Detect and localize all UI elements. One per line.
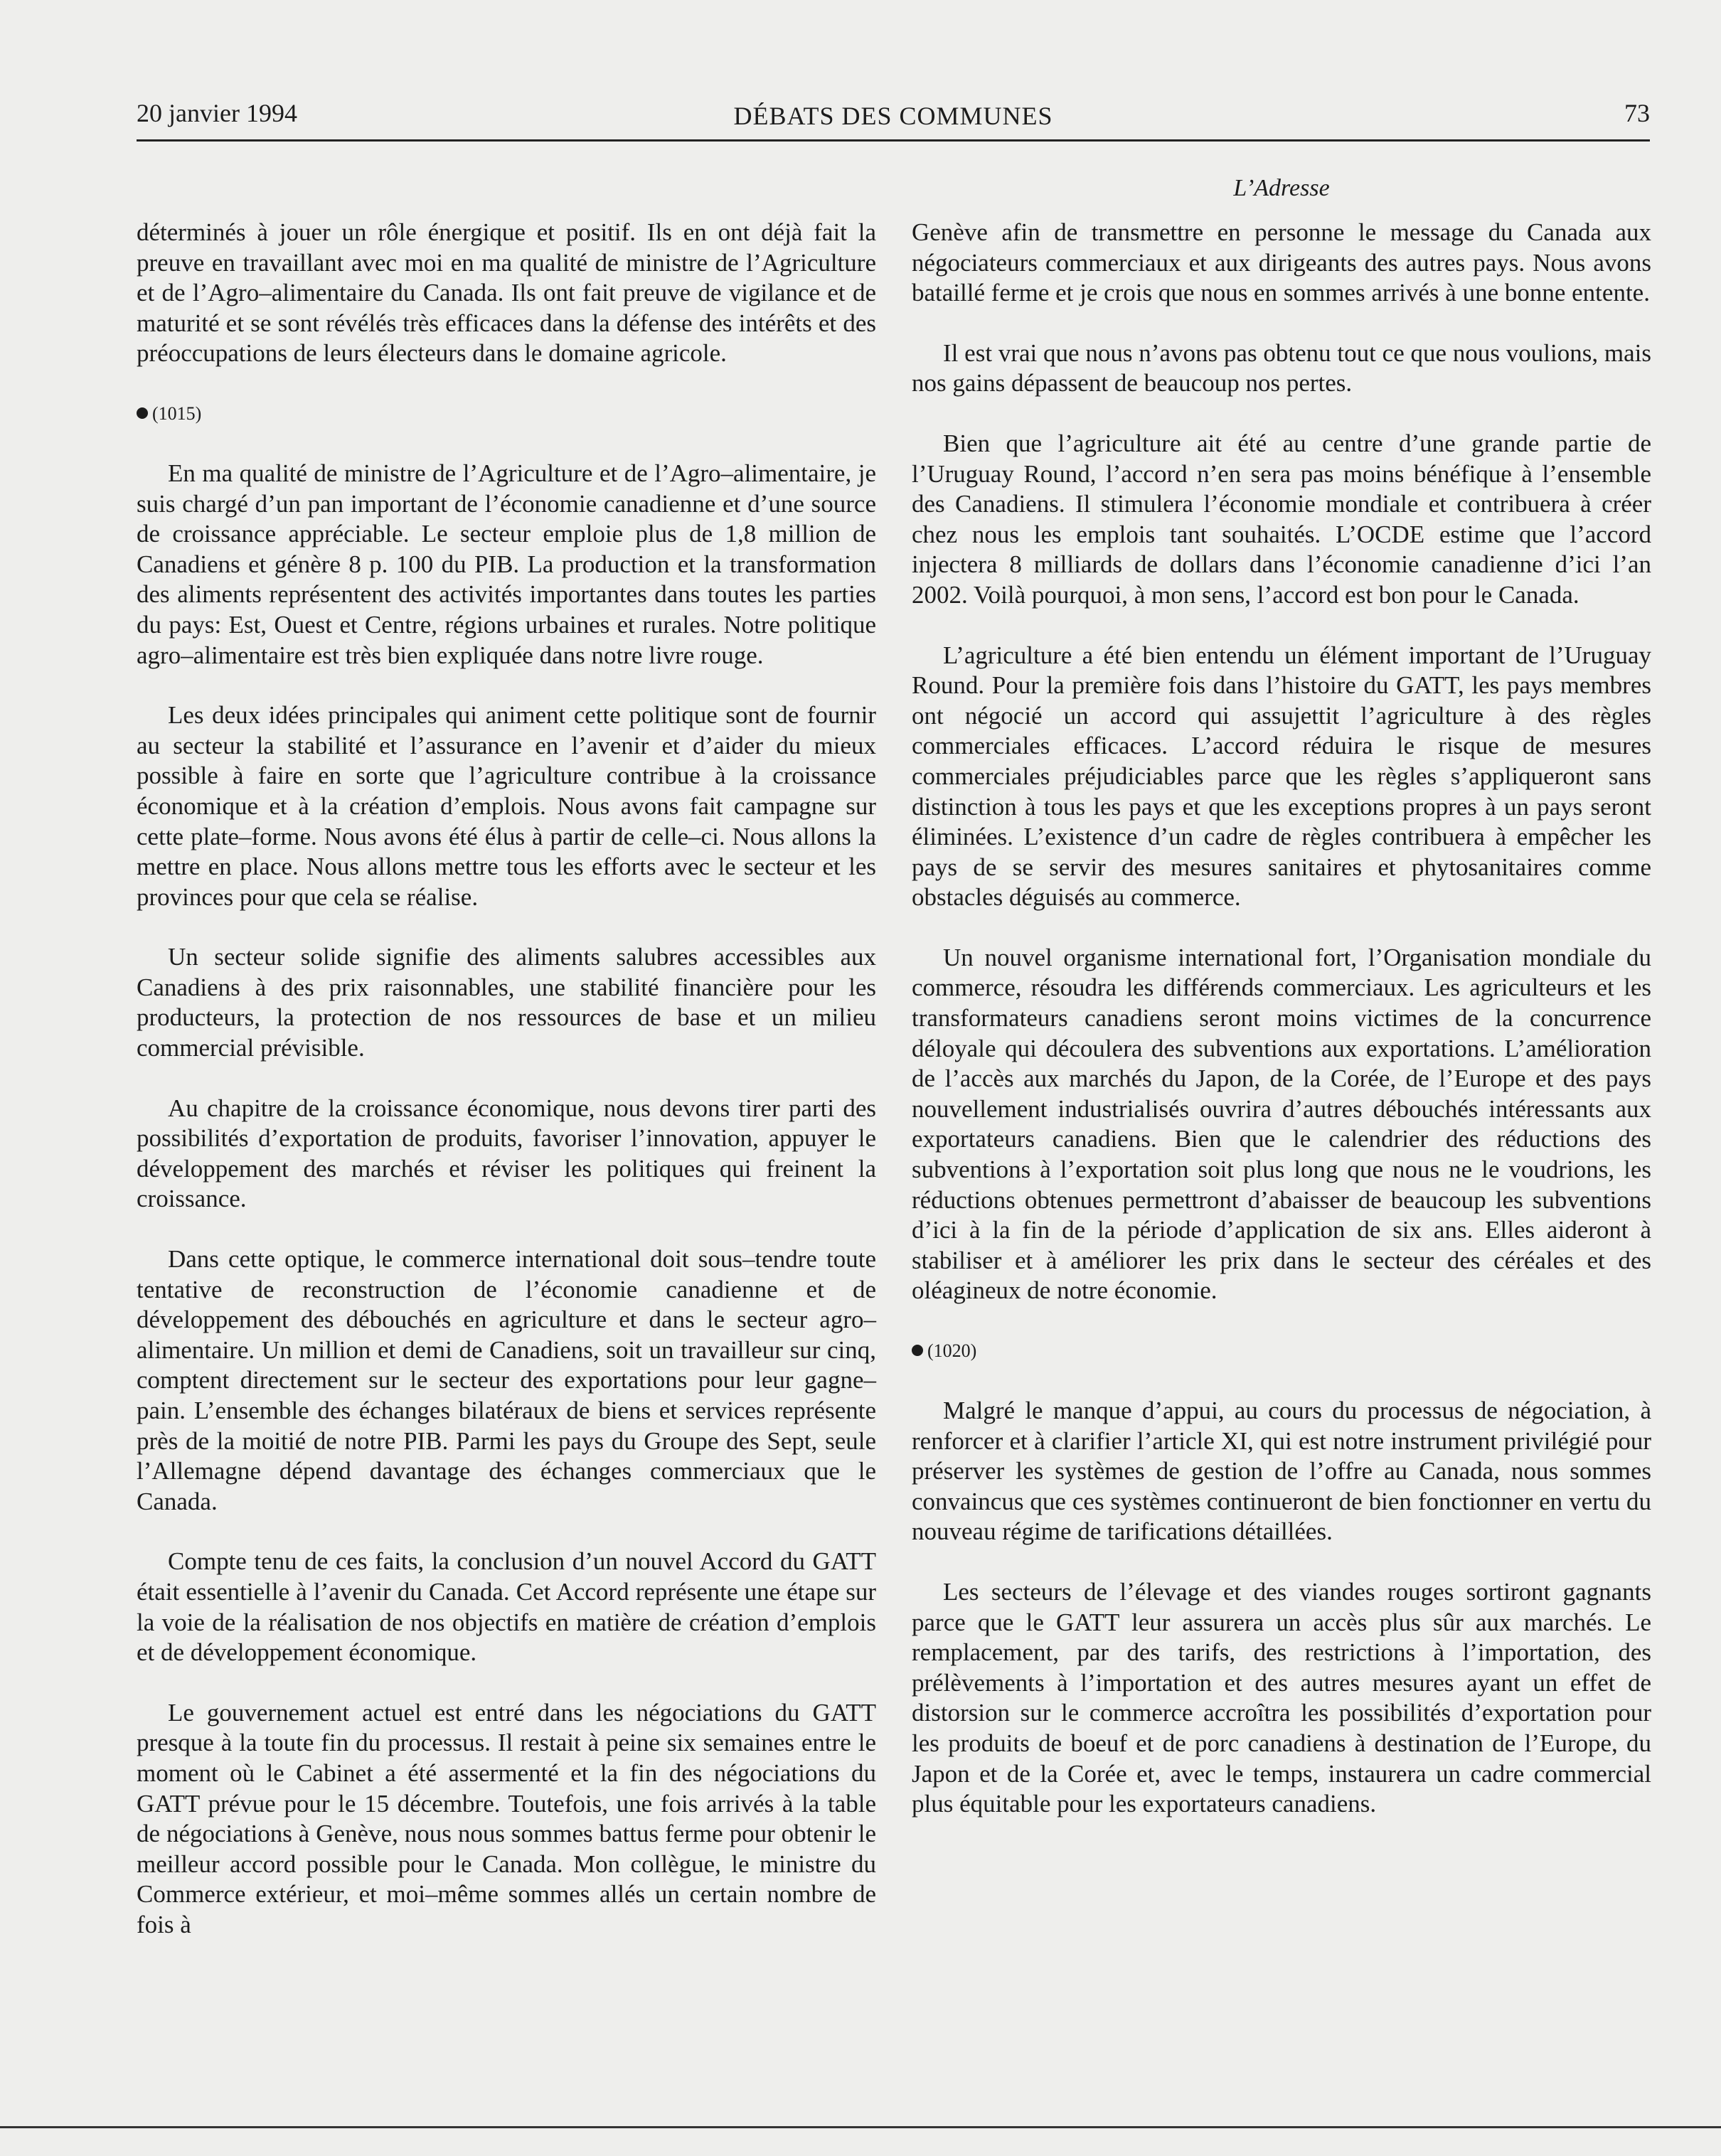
paragraph: L’agriculture a été bien entendu un élément important de l’Uruguay Round. Pour la première fois dans l’histoire du GATT, les pays membres ont négocié un accord qui assujettit l’agriculture à des règles commerciales efficaces. L’accord réduira le risque de mesures commerciales préjudiciables parce que les règles s’appliqueront sans distinction à tous les pays et que les exceptions propres à un pays seront éliminées. L’existence d’un cadre de règles contribuera à empêcher les pays de se servir des mesures sanitaires et phytosanitaires comme obstacles déguisés au commerce. xyxy=(912,641,1651,912)
paragraph: Malgré le manque d’appui, au cours du processus de négociation, à renforcer et à clarifier l’article XI, qui est notre instrument privilégié pour préserver les systèmes de gestion de l’offre au Canada, nous sommes convaincus que ces systèmes continueront de bien fonctionner en vertu du nouveau régime de tarifications détaillées. xyxy=(912,1397,1651,1546)
paragraph: Un secteur solide signifie des aliments salubres accessibles aux Canadiens à des prix raisonnables, une stabilité financière pour les producteurs, la protection de nos ressources de base et un milieu commercial prévisible. xyxy=(137,943,876,1062)
bullet-icon xyxy=(137,407,148,419)
paragraph: Un nouvel organisme international fort, l’Organisation mondiale du commerce, résoudra les différends commerciaux. Les agriculteurs et les transformateurs canadiens seront moins victimes de la concurrence déloyale qui découlera des subventions aux exportations. L’amélioration de l’accès aux marchés du Japon, de la Corée, de l’Europe et des pays nouvellement industrialisés ouvrira d’autres débouchés intéressants aux exportateurs canadiens. Bien que le calendrier des réductions des subventions à l’exportation soit plus long que nous ne le voudrions, les réductions obtenues permettront d’abaisser de beaucoup les subventions d’ici à la fin de la période d’application de six ans. Elles aideront à stabiliser et à améliorer les prix dans le secteur des céréales et des oléagineux de notre économie. xyxy=(912,943,1651,1305)
time-marker-label: (1015) xyxy=(152,402,202,424)
running-head xyxy=(137,98,1650,135)
paragraph: Les secteurs de l’élevage et des viandes rouges sortiront gagnants parce que le GATT leur assurera un accès plus sûr aux marchés. Le remplacement, par des tarifs, des restrictions à l’importation, des prélèvements à l’importation et des autres mesures ayant un effet de distorsion sur le commerce accroîtra les possibilités d’exportation pour les produits de boeuf et de porc canadiens à destination de l’Europe, du Japon et de la Corée et, avec le temps, instaurera un cadre commercial plus équitable pour les exportateurs canadiens. xyxy=(912,1577,1651,1818)
paragraph: Le gouvernement actuel est entré dans les négociations du GATT presque à la toute fin du processus. Il restait à peine six semaines entre le moment où le Cabinet a été assermenté et la fin des négociations du GATT prévue pour le 15 décembre. Toutefois, une fois arrivés à la table de négociations à Genève, nous nous sommes battus ferme pour obtenir le meilleur accord possible pour le Canada. Mon collègue, le ministre du Commerce extérieur, et moi–même sommes allés un certain nombre de fois à xyxy=(137,1698,876,1938)
section-title: L’Adresse xyxy=(1233,175,1330,201)
time-marker xyxy=(137,399,876,429)
paragraph: En ma qualité de ministre de l’Agriculture et de l’Agro–alimentaire, je suis chargé d’un pan important de l’économie canadienne et d’une source de croissance appréciable. Le secteur emploie plus de 1,8 million de Canadiens et génère 8 p. 100 du PIB. La production et la transformation des aliments représentent des activités importantes dans toutes les parties du pays: Est, Ouest et Centre, régions urbaines et rurales. Notre politique agro–alimentaire est très bien expliquée dans notre livre rouge. xyxy=(137,459,876,669)
left-column xyxy=(137,218,876,1970)
paragraph: Compte tenu de ces faits, la conclusion d’un nouvel Accord du GATT était essentielle à l’avenir du Canada. Cet Accord représente une étape sur la voie de la réalisation de nos objectifs en matière de création d’emplois et de développement économique. xyxy=(137,1547,876,1667)
right-column xyxy=(912,218,1651,1850)
header-rule xyxy=(137,139,1650,142)
paragraph: Il est vrai que nous n’avons pas obtenu tout ce que nous voulions, mais nos gains dépassent de beaucoup nos pertes. xyxy=(912,338,1651,397)
time-marker xyxy=(912,1336,1651,1366)
paragraph: Dans cette optique, le commerce international doit sous–tendre toute tentative de reconstruction de l’économie canadienne et de développement des débouchés en agriculture et dans le secteur agro–alimentaire. Un million et demi de Canadiens, soit un travailleur sur cinq, comptent directement sur le secteur des exportations pour leur gagne–pain. L’ensemble des échanges bilatéraux de biens et services représente près de la moitié de notre PIB. Parmi les pays du Groupe des Sept, seule l’Allemagne dépend davantage des échanges commerciaux que le Canada. xyxy=(137,1245,876,1515)
bottom-rule xyxy=(0,2126,1721,2128)
bullet-icon xyxy=(912,1345,923,1356)
page-number: 73 xyxy=(1624,99,1650,127)
paragraph: Les deux idées principales qui animent cette politique sont de fournir au secteur la stabilité et l’assurance en l’avenir et d’aider du mieux possible à faire en sorte que l’agriculture contribue à la croissance économique et à la création d’emplois. Nous avons fait campagne sur cette plate–forme. Nous avons été élus à partir de celle–ci. Nous allons la mettre en place. Nous allons mettre tous les efforts avec le secteur et les provinces pour que cela se réalise. xyxy=(137,701,876,911)
paragraph: Genève afin de transmettre en personne le message du Canada aux négociateurs commerciaux et aux dirigeants des autres pays. Nous avons bataillé ferme et je crois que nous en sommes arrivés à une bonne entente. xyxy=(912,218,1651,307)
paragraph: Au chapitre de la croissance économique, nous devons tirer parti des possibilités d’exportation de produits, favoriser l’innovation, appuyer le développement des marchés et réviser les politiques qui freinent la croissance. xyxy=(137,1094,876,1213)
header-title: DÉBATS DES COMMUNES xyxy=(733,102,1053,130)
time-marker-label: (1020) xyxy=(927,1340,977,1361)
paragraph: déterminés à jouer un rôle énergique et positif. Ils en ont déjà fait la preuve en travaillant avec moi en ma qualité de ministre de l’Agriculture et de l’Agro–alimentaire du Canada. Ils ont fait preuve de vigilance et de maturité et se sont révélés très efficaces dans la défense des intérêts et des préoccupations de leurs électeurs dans le domaine agricole. xyxy=(137,218,876,368)
paragraph: Bien que l’agriculture ait été au centre d’une grande partie de l’Uruguay Round, l’accord n’en sera pas moins bénéfique à l’ensemble des Canadiens. Il stimulera l’économie mondiale et contribuera à créer chez nous les emplois tant souhaités. L’OCDE estime que l’accord injectera 8 milliards de dollars dans l’économie canadienne d’ici l’an 2002. Voilà pourquoi, à mon sens, l’accord est bon pour le Canada. xyxy=(912,429,1651,609)
header-date: 20 janvier 1994 xyxy=(137,99,297,127)
